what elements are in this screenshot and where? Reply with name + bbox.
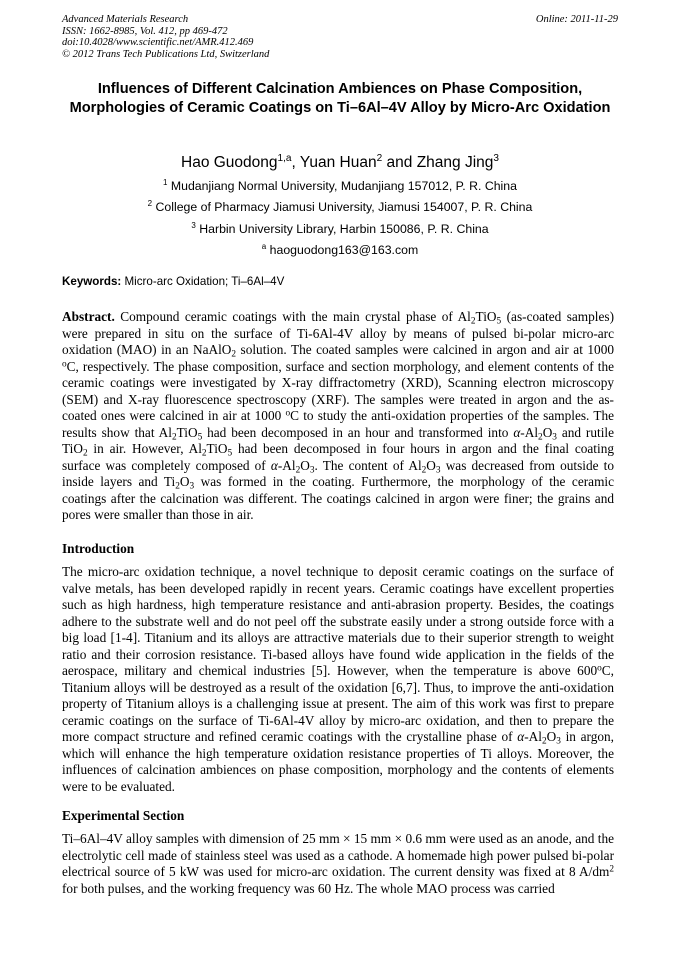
email-text: haoguodong163@163.com [269,243,419,258]
affiliation-mark: 1 [163,178,168,187]
article-doi: doi:10.4028/www.scientific.net/AMR.412.469 [62,37,254,48]
author-affiliation-mark: 2 [376,153,383,164]
author-list [62,149,618,173]
keywords-text: Micro-arc Oxidation; Ti–6Al–4V [124,275,285,288]
corresponding-email [62,240,618,257]
keywords-line [62,275,618,289]
author-name: Zhang Jing [416,154,494,172]
online-date: Online: 2011-11-29 [535,14,618,25]
copyright-notice: © 2012 Trans Tech Publications Ltd, Switzerland [62,48,270,60]
author-name: Yuan Huan [299,154,377,172]
author-separator: and [382,154,417,172]
journal-name: Advanced Materials Research [62,14,189,25]
author-affiliation-mark: 3 [493,153,499,164]
author-affiliation-mark: 1,a [277,153,292,164]
affiliation-text: Harbin University Library, Harbin 150086, P. R. China [199,222,489,237]
affiliation-text: Mudanjiang Normal University, Mudanjiang 157012, P. R. China [170,179,517,194]
affiliation-mark: a [261,242,267,251]
author-separator: , [291,154,300,172]
keywords-label: Keywords: [62,275,122,288]
paper-title: Influences of Different Calcination Ambiences on Phase Composition, Morphologies of Ceramic Coatings on Ti–6Al–4V Alloy by Micro-Arc Oxidation [69,81,611,116]
affiliation-mark: 3 [191,221,196,230]
introduction-paragraph: The micro-arc oxidation technique, a novel technique to deposit ceramic coatings on the surface of valve metals, has been developed rapidly in recent years. Ceramic coatings have excellent properties such as high hardness, high temperature resistance and anti-abrasion property. Besides, the coatings adhere to the substrate well and do not peel off the substrate easily under a strong outside force with a big load [1-4]. Titanium and its alloys are attractive materials due to their superior strength to weight ratio and their corrosion resistance. Ti-based alloys have found wide application in the fields of the aerospace, military and chemical industries [5]. However, when the temperature is above 600$^o$C, Titanium alloys will be destroyed as a result of the oxidation [6,7]. Thus, to improve the anti-oxidation property of Titanium alloys is a challenging issue at present. The aim of this work was first to prepare ceramic coatings on the surface of Ti-6Al-4V alloy by micro-arc oxidation, and then to prepare the more compact structure and refined ceramic coatings with the crystalline phase of $\alpha-Al_2O_3$ in argon, which will enhance the high temperature oxidation resistance properties of Ti alloys. Moreover, the influences of calcination ambiences on phase composition, morphology and the contents of elements were to be evaluated. [62,564,614,794]
affiliation-mark: 2 [147,199,153,208]
journal-header [62,14,618,60]
affiliation-3 [62,219,618,236]
author-name: Hao Guodong [181,154,278,172]
affiliation-2 [62,197,618,214]
journal-issn: ISSN: 1662-8985, Vol. 412, pp 469-472 [62,25,228,37]
abstract-label: Abstract. [62,309,115,324]
abstract-paragraph [62,309,614,524]
experimental-heading: Experimental Section [62,808,185,823]
abstract-body: Compound ceramic coatings with the main crystal phase of $Al_2TiO_5$ (as-coated samples) were prepared in situ on the surface of Ti-6Al-4V alloy by means of pulsed bi-polar micro-arc oxidation (MAO) in an NaAlO$_2$ solution. The coated samples were calcined in argon and air at 1000 $^o$C, respectively. The phase composition, surface and section morphology, and element contents of the ceramic coatings were investigated by X-ray diffractometry (XRD), Scanning electron microscopy (SEM) and X-ray fluorescence spectroscopy (XRF). The samples were treated in argon and the as-coated ones were calcined in air at 1000 $^o$C to study the anti-oxidation properties of the samples. The results show that $Al_2TiO_5$ had been decomposed in an hour and transformed into $\alpha-Al_2O_3$ and rutile TiO$_2$ in air. However, $Al_2TiO_5$ had been decomposed in four hours in argon and the final coating surface was completely composed of $\alpha-Al_2O_3$. The content of $Al_2O_3$ was decreased from outside to inside layers and $Ti_2O_3$ was formed in the coating. Furthermore, the morphology of the ceramic coatings after the calcination was different. The coatings calcined in argon were finer; the grains and pores were smaller than those in air. [62,309,615,522]
affiliation-text: College of Pharmacy Jiamusi University, Jiamusi 154007, P. R. China [155,200,533,215]
affiliation-1 [62,176,618,193]
experimental-paragraph: Ti–6Al–4V alloy samples with dimension of 25 mm × 15 mm × 0.6 mm were used as an anode, and the electrolytic cell made of stainless steel was used as a cathode. A homemade high power pulsed bi-polar electrical source of 5 kW was used for micro-arc oxidation. The current density was fixed at 8 $A/dm^2$ for both pulses, and the working frequency was 60 Hz. The whole MAO process was carried [62,831,614,896]
introduction-heading: Introduction [62,541,135,556]
